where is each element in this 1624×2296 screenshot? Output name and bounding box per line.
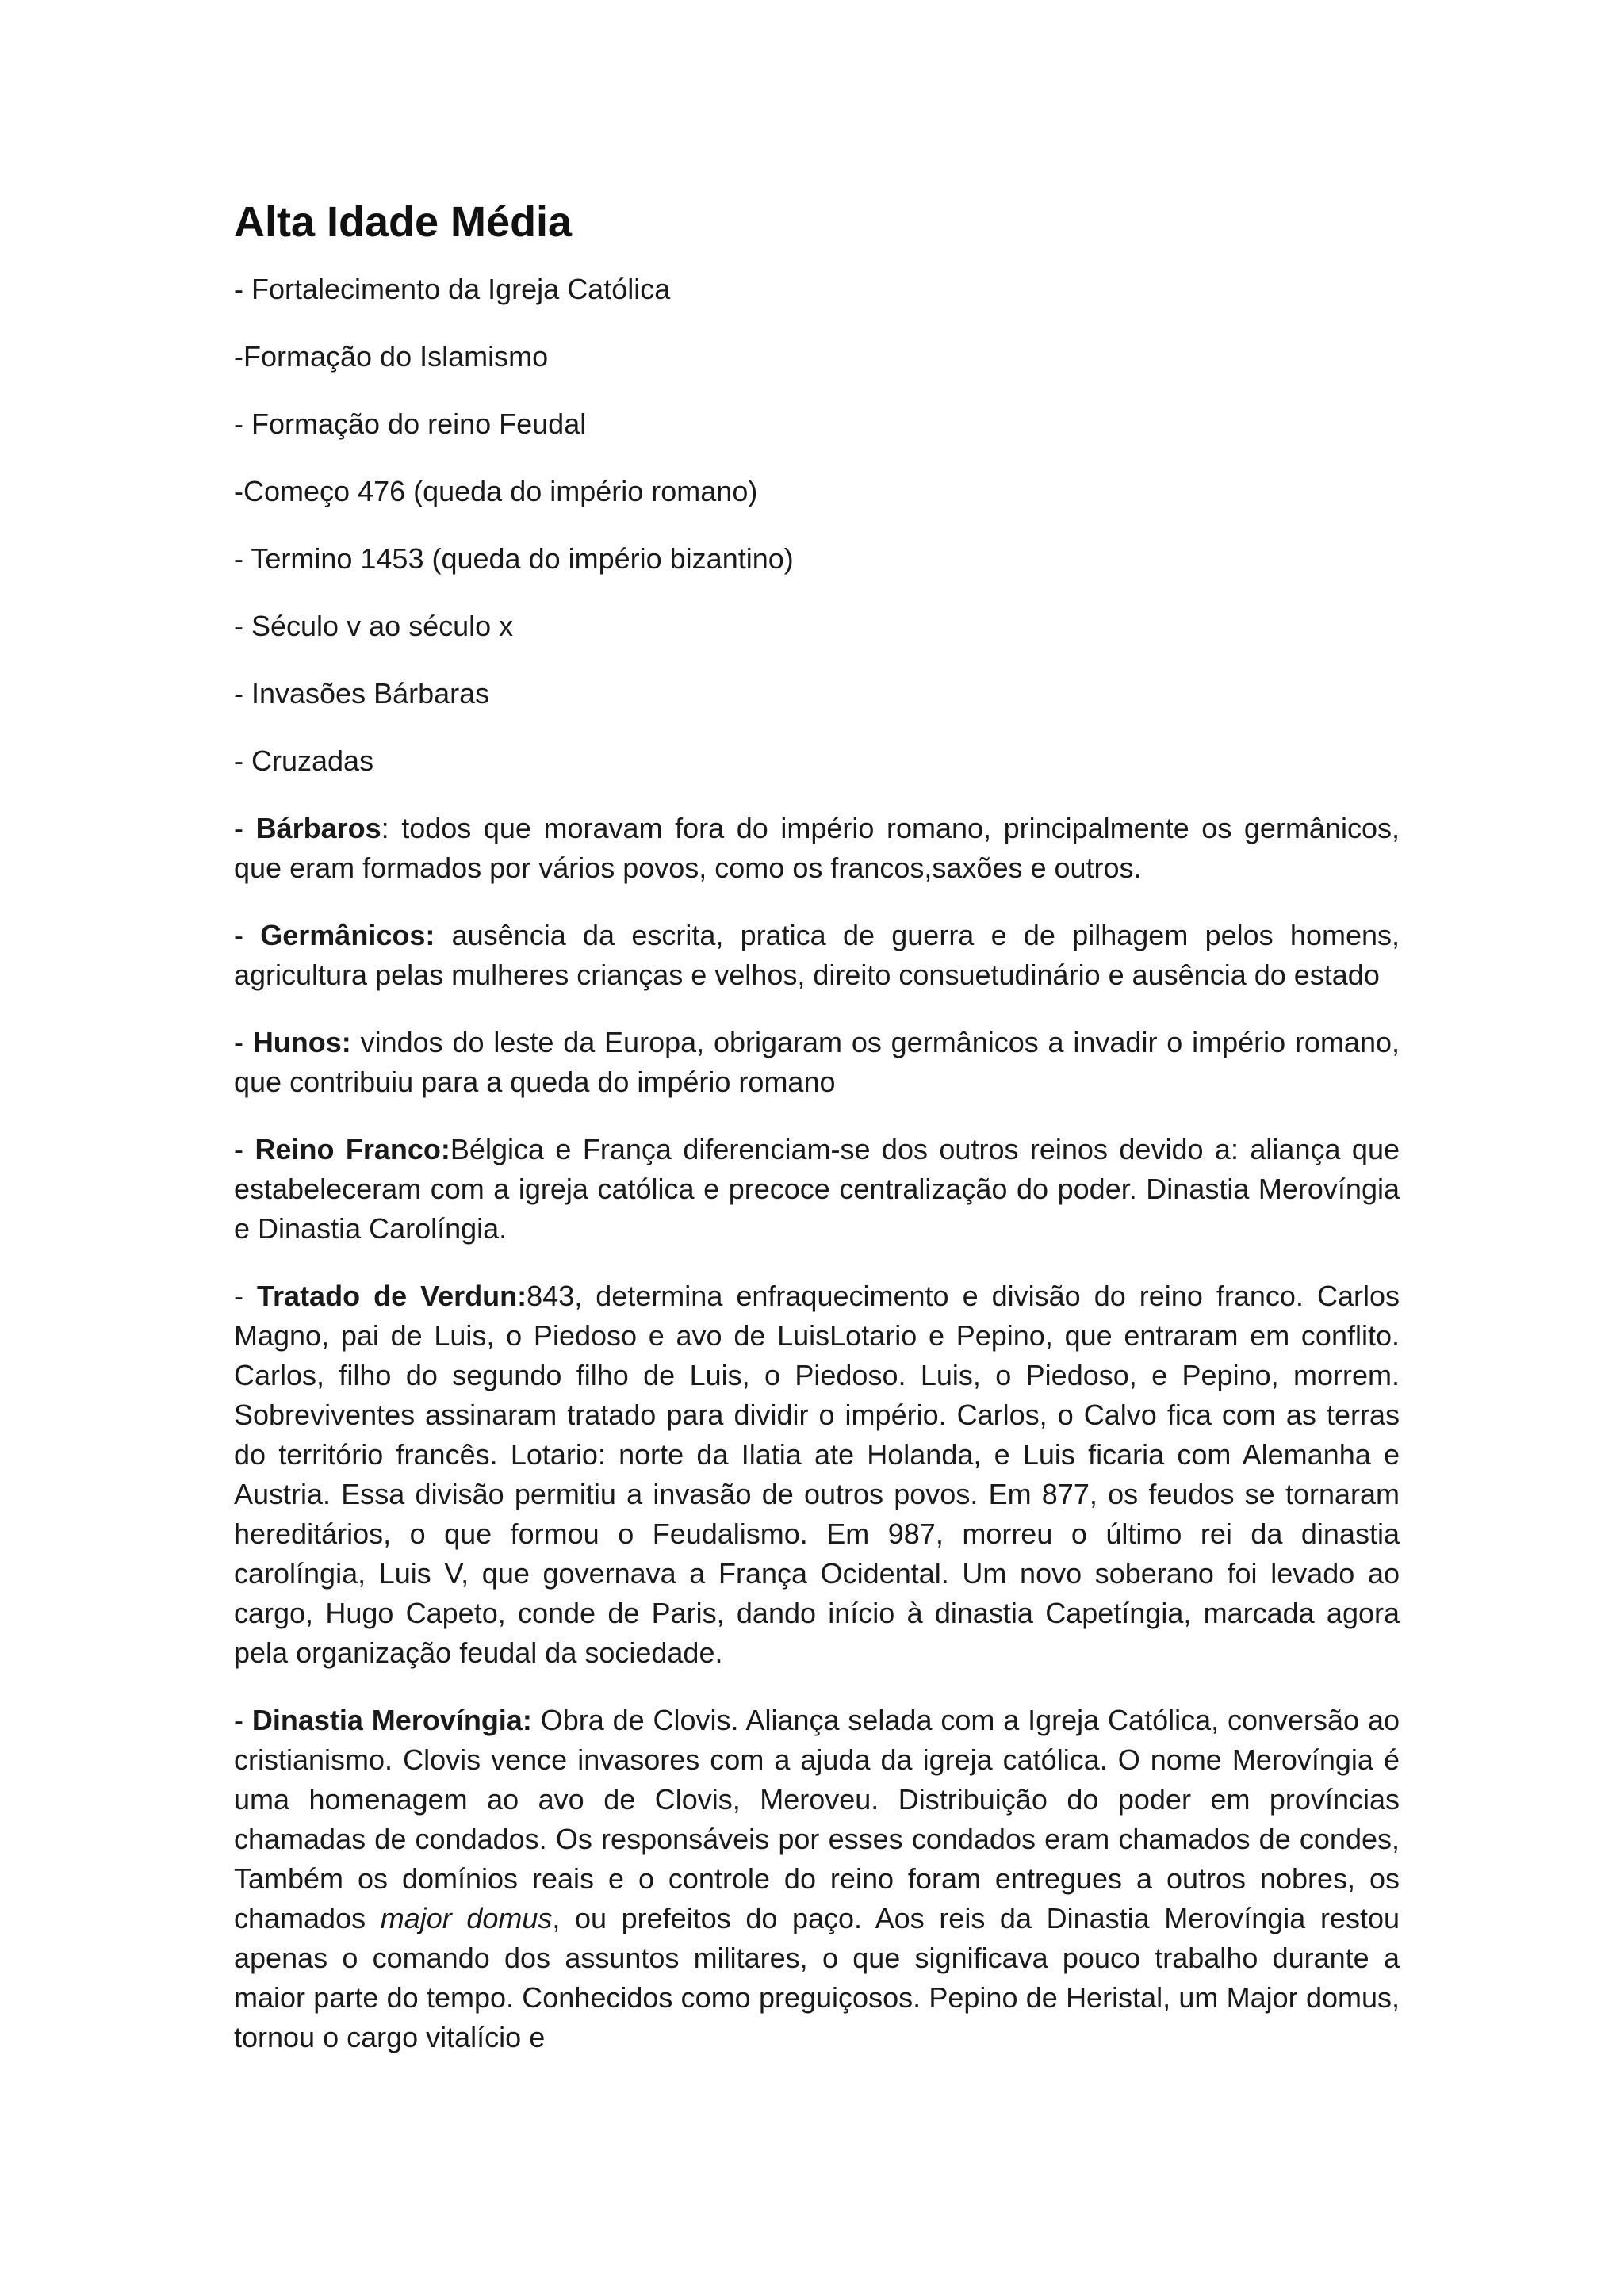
list-item: - Cruzadas [234,744,374,777]
dash-prefix: - [234,1704,252,1736]
list-item: - Século v ao século x [234,610,514,642]
term-dinastia-merovingia: Dinastia Merovíngia: [251,1704,532,1736]
dash-prefix: - [234,812,256,844]
term-reino-franco: Reino Franco: [255,1133,450,1165]
paragraph-text: ausência da escrita, pratica de guerra e de pilhagem pelos homens, agricultura pelas mulheres crianças e velhos, direito consuetudinário e ausência do estado [234,919,1400,991]
term-hunos: Hunos: [252,1026,351,1058]
list-item: -Formação do Islamismo [234,340,549,373]
paragraph-germanicos [234,916,1400,995]
paragraph-barbaros [234,809,1400,888]
paragraph-hunos [234,1023,1400,1102]
paragraph-text: : todos que moravam fora do império romano, principalmente os germânicos, que eram formados por vários povos, como os francos,saxões e outros. [234,812,1400,884]
document-title: Alta Idade Média [234,198,573,246]
italic-term-major-domus: major domus [380,1902,553,1934]
list-item: - Fortalecimento da Igreja Católica [234,273,671,305]
paragraph-text: 843, determina enfraquecimento e divisão do reino franco. Carlos Magno, pai de Luis, o Piedoso e avo de LuisLotario e Pepino, que entraram em conflito. Carlos, filho do segundo filho de Luis, o Piedoso. Luis, o Piedoso, e Pepino, morrem. Sobreviventes assinaram tratado para dividir o império. Carlos, o Calvo fica com as terras do território francês. Lotario: norte da Ilatia ate Holanda, e Luis ficaria com Alemanha e Austria. Essa divisão permitiu a invasão de outros povos. Em 877, os feudos se tornaram hereditários, o que formou o Feudalismo. Em 987, morreu o último rei da dinastia carolíngia, Luis V, que governava a França Ocidental. Um novo soberano foi levado ao cargo, Hugo Capeto, conde de Paris, dando início à dinastia Capetíngia, marcada agora pela organização feudal da sociedade. [234,1280,1400,1669]
paragraph-dinastia-merovingia [234,1701,1400,2057]
topic-list [234,270,1400,781]
term-tratado-verdun: Tratado de Verdun: [257,1280,527,1312]
list-item: -Começo 476 (queda do império romano) [234,475,758,507]
list-item: - Formação do reino Feudal [234,408,587,440]
dash-prefix: - [234,1133,255,1165]
dash-prefix: - [234,1280,258,1312]
paragraph-tratado-verdun [234,1276,1400,1673]
dash-prefix: - [234,1026,253,1058]
term-barbaros: Bárbaros [255,812,381,844]
paragraph-text: Obra de Clovis. Aliança selada com a Igreja Católica, conversão ao cristianismo. Clovis vence invasores com a ajuda da igreja católica. O nome Merovíngia é uma homenagem ao avo de Clovis, Meroveu. Distribuição do poder em províncias chamadas de condados. Os responsáveis por esses condados eram chamados de condes, Também os domínios reais e o controle do reino foram entregues a outros nobres, os chamados [234,1704,1400,1934]
term-germanicos: Germânicos: [260,919,435,951]
paragraph-reino-franco [234,1130,1400,1249]
dash-prefix: - [234,919,261,951]
paragraph-text: Bélgica e França diferenciam-se dos outros reinos devido a: aliança que estabeleceram com a igreja católica e precoce centralização do poder. Dinastia Merovíngia e Dinastia Carolíngia. [234,1133,1400,1245]
list-item: - Invasões Bárbaras [234,677,490,710]
paragraph-text: vindos do leste da Europa, obrigaram os germânicos a invadir o império romano, que contribuiu para a queda do império romano [234,1026,1400,1098]
list-item: - Termino 1453 (queda do império bizantino) [234,542,794,575]
document-page [234,190,1400,2085]
paragraph-text-continued: , ou prefeitos do paço. Aos reis da Dinastia Merovíngia restou apenas o comando dos assuntos militares, o que significava pouco trabalho durante a maior parte do tempo. Conhecidos como preguiçosos. Pepino de Heristal, um Major domus, tornou o cargo vitalício e [234,1902,1400,2053]
